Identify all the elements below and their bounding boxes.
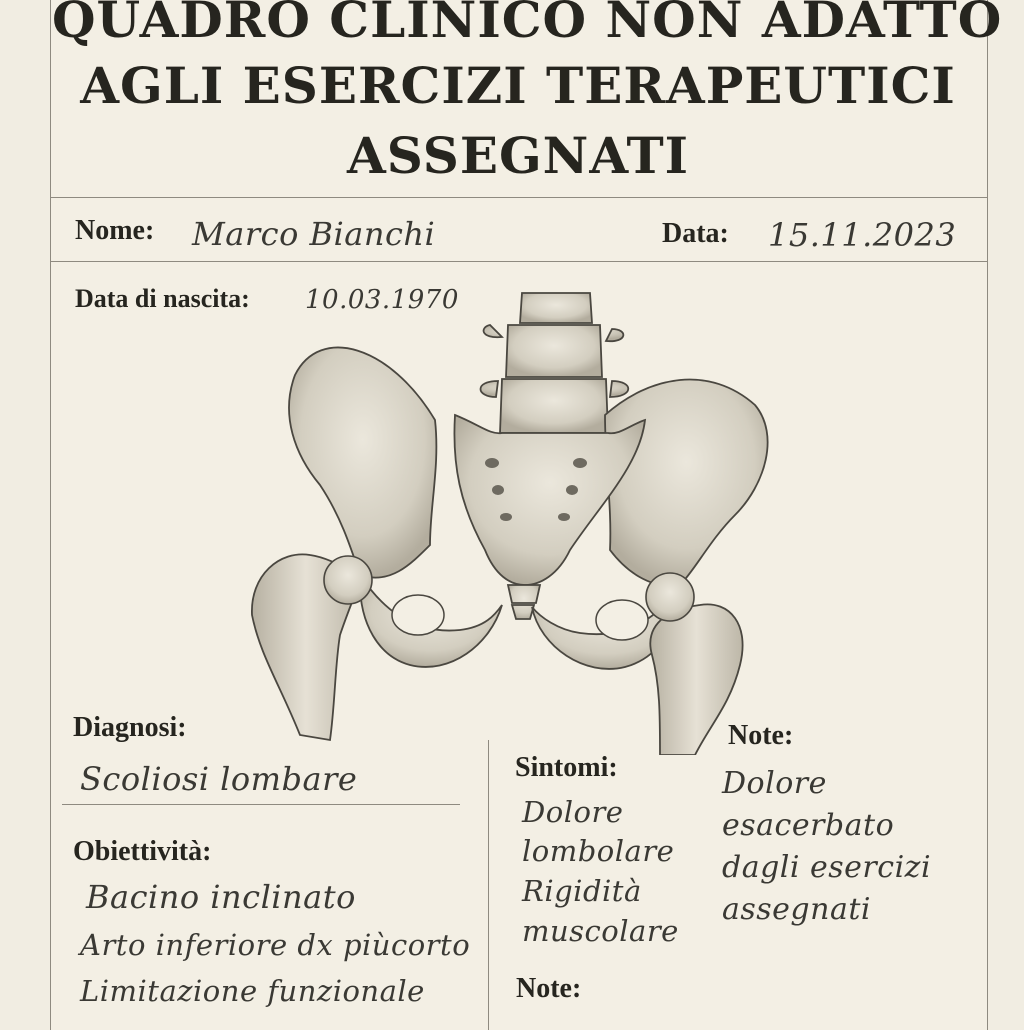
notes-right-line-1: Dolore <box>722 766 827 801</box>
diagnosis-label: Diagnosi: <box>73 712 187 743</box>
notes-right-label: Note: <box>728 720 794 751</box>
exam-line-2: Arto inferiore dx piùcorto <box>80 928 471 962</box>
birthdate-label: Data di nascita: <box>75 284 250 313</box>
patient-row-divider <box>50 261 987 262</box>
notes-right-line-2: esacerbato <box>722 808 895 843</box>
right-ilium <box>605 380 768 586</box>
column-divider <box>488 740 489 1030</box>
symptoms-line-2: lombolare <box>522 834 675 868</box>
name-label: Nome: <box>75 215 155 246</box>
vertebra-top <box>520 293 592 323</box>
pelvis-sketch-icon <box>240 285 780 755</box>
exam-line-3: Limitazione funzionale <box>80 974 425 1008</box>
notes-bottom-label: Note: <box>516 973 582 1004</box>
form-title-line-1: QUADRO CLINICO NON ADATTO <box>52 0 1003 49</box>
date-value: 15.11.2023 <box>768 216 957 254</box>
vertebra-l5 <box>500 379 608 433</box>
symptoms-line-4: muscolare <box>522 914 679 948</box>
symptoms-label: Sintomi: <box>515 752 618 783</box>
date-label: Data: <box>662 218 729 249</box>
diagnosis-underline <box>62 804 460 805</box>
exam-line-1: Bacino inclinato <box>86 878 356 916</box>
symptoms-line-3: Rigidità <box>522 874 642 908</box>
left-ilium <box>289 347 436 577</box>
exam-label: Obiettività: <box>73 836 212 867</box>
notes-right-line-3: dagli esercizi <box>722 850 932 885</box>
notes-right-line-4: assegnati <box>722 892 871 927</box>
name-value: Marco Bianchi <box>192 215 436 253</box>
form-title-line-3: ASSEGNATI <box>346 126 690 185</box>
symptoms-line-1: Dolore <box>522 795 624 829</box>
diagnosis-value: Scoliosi lombare <box>80 760 358 798</box>
form-title-line-2: AGLI ESERCIZI TERAPEUTICI <box>80 56 956 115</box>
birthdate-value: 10.03.1970 <box>305 285 459 315</box>
header-divider <box>50 197 987 198</box>
vertebra-l4 <box>506 325 602 377</box>
